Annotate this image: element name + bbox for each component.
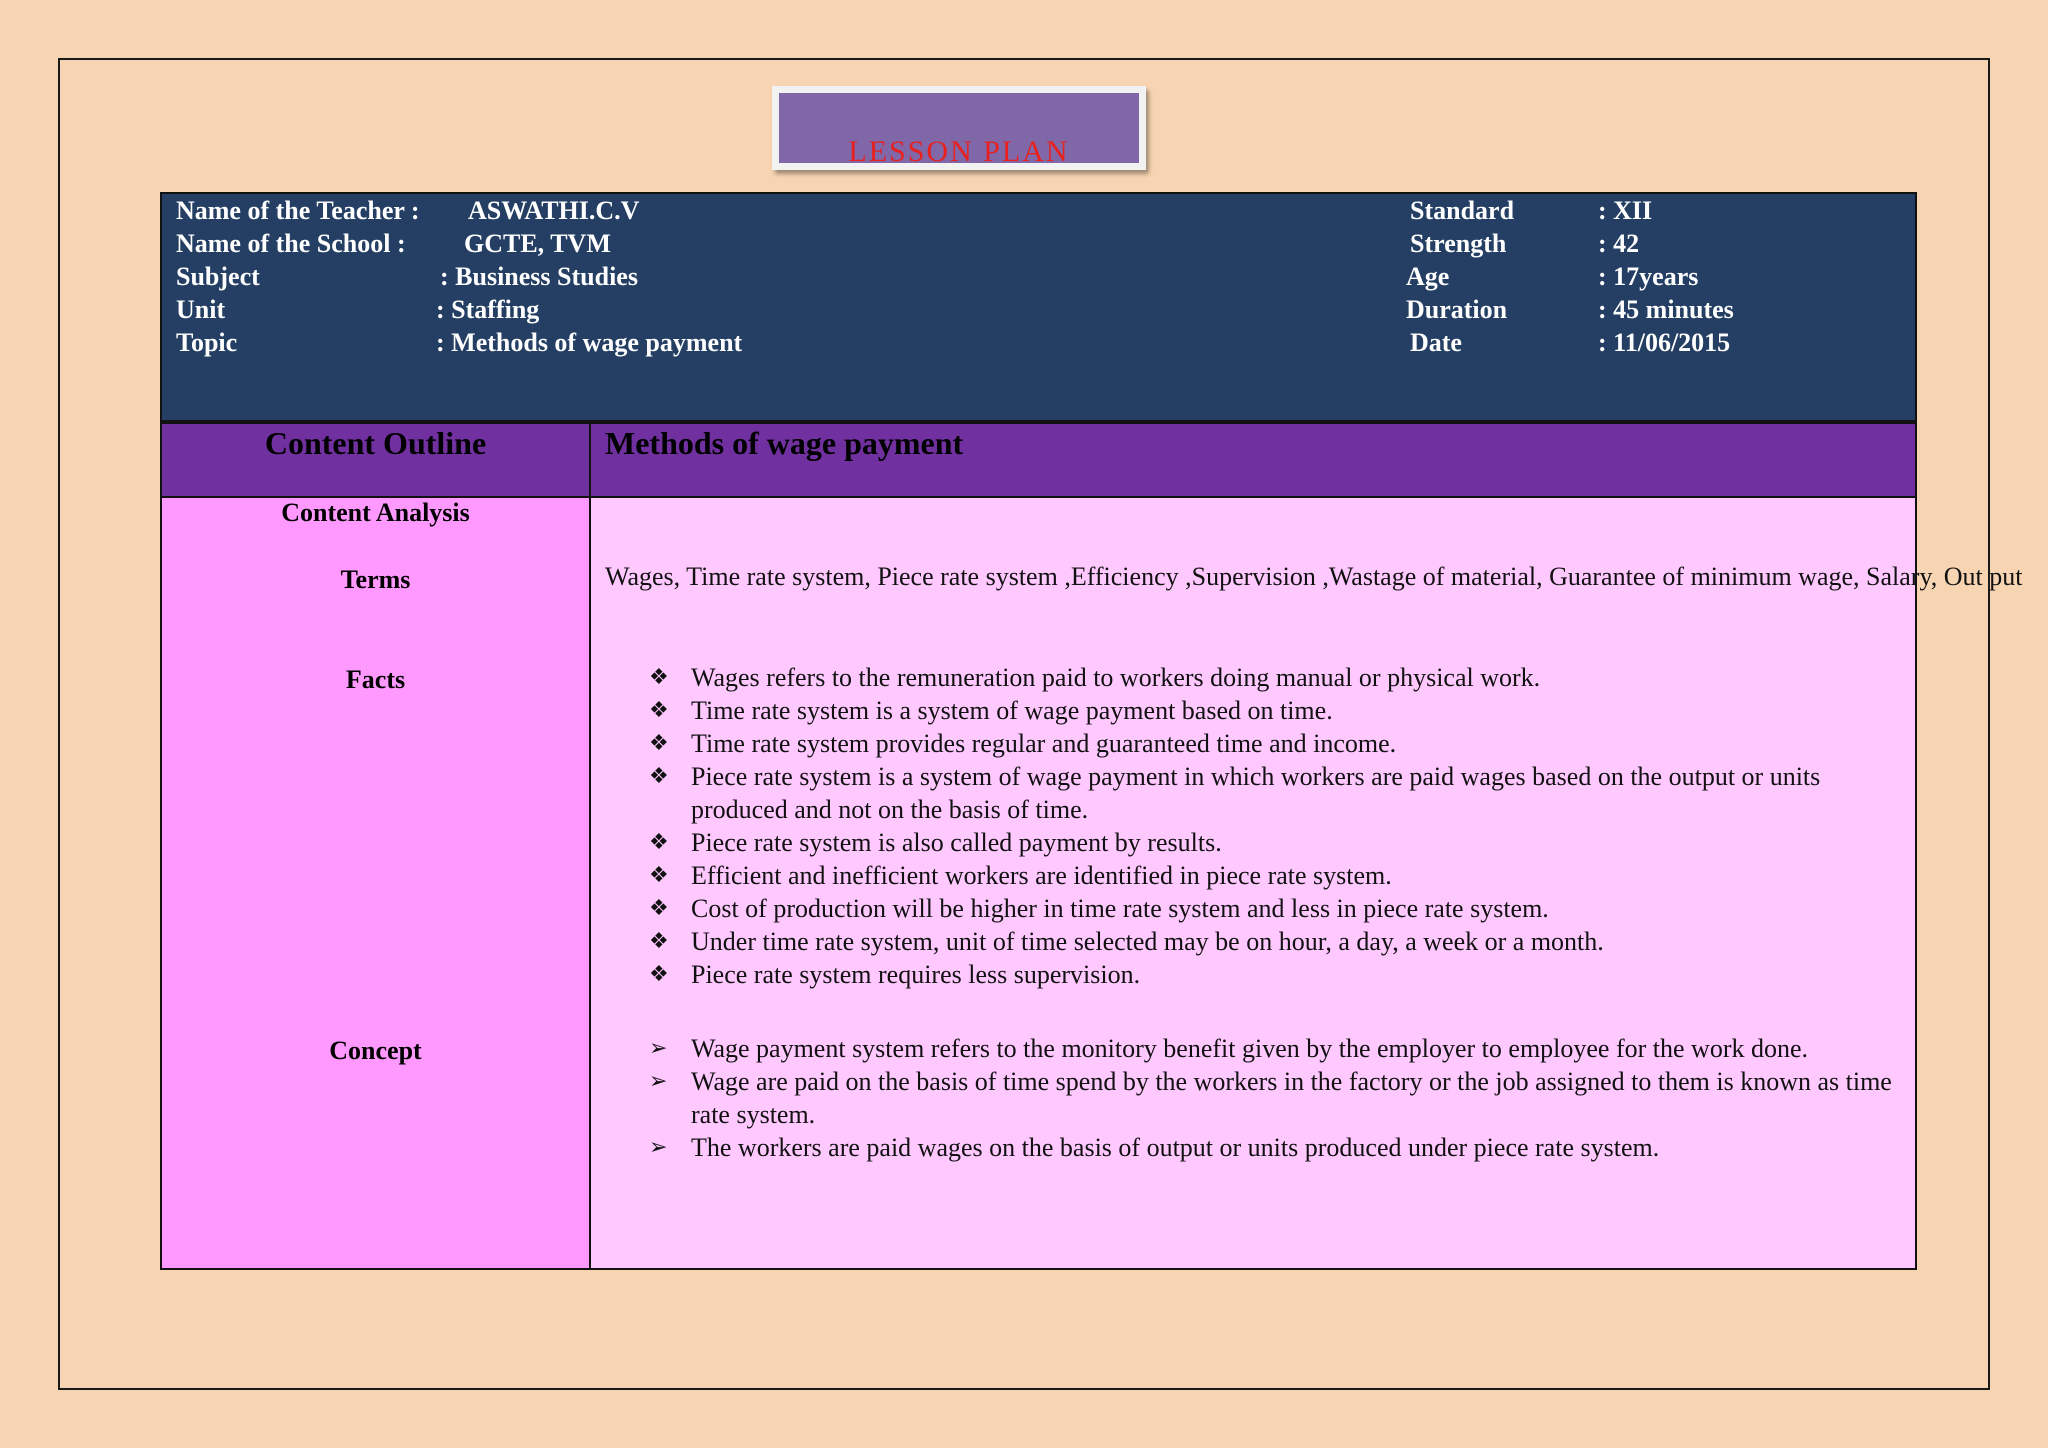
content-table xyxy=(160,422,2023,1270)
age-value: : 17years xyxy=(1598,262,1699,291)
terms-label: Terms xyxy=(340,565,411,594)
fact-item xyxy=(649,661,1909,694)
label-column xyxy=(162,498,591,1268)
fact-item xyxy=(649,958,1909,991)
concepts-list xyxy=(649,1032,1909,1164)
fact-item xyxy=(649,826,1909,859)
lesson-info-block xyxy=(160,192,1917,422)
subject-value: : Business Studies xyxy=(440,262,638,291)
diamond-bullet-icon: ❖ xyxy=(649,764,669,789)
diamond-bullet-icon: ❖ xyxy=(649,830,669,855)
content-outline-header: Content Outline xyxy=(162,422,591,498)
standard-label: Standard xyxy=(1410,196,1515,225)
fact-item-text: Piece rate system is also called payment by results. xyxy=(691,828,1222,857)
fact-item-text: Piece rate system is a system of wage payment in which workers are paid wages based on the output or units produced and not on the basis of time. xyxy=(691,762,1821,824)
age-label: Age xyxy=(1406,262,1450,291)
teacher-label: Name of the Teacher : xyxy=(176,196,420,225)
subject-label: Subject xyxy=(176,262,260,291)
arrow-bullet-icon: ➢ xyxy=(649,1069,668,1094)
fact-item xyxy=(649,760,1909,826)
diamond-bullet-icon: ❖ xyxy=(649,896,669,921)
concept-item xyxy=(649,1065,1909,1131)
concept-item-text: The workers are paid wages on the basis of output or units produced under piece rate system. xyxy=(691,1133,1660,1162)
fact-item-text: Under time rate system, unit of time selected may be on hour, a day, a week or a month. xyxy=(691,927,1604,956)
school-value: GCTE, TVM xyxy=(464,229,611,258)
fact-item-text: Efficient and inefficient workers are identified in piece rate system. xyxy=(691,861,1392,890)
arrow-bullet-icon: ➢ xyxy=(649,1135,668,1160)
content-analysis-label: Content Analysis xyxy=(281,498,470,527)
fact-item-text: Wages refers to the remuneration paid to workers doing manual or physical work. xyxy=(691,663,1541,692)
diamond-bullet-icon: ❖ xyxy=(649,962,669,987)
diamond-bullet-icon: ❖ xyxy=(649,731,669,756)
unit-value: : Staffing xyxy=(436,295,540,324)
school-label: Name of the School : xyxy=(176,229,406,258)
concept-item-text: Wage payment system refers to the monitory benefit given by the employer to employee for the work done. xyxy=(691,1034,1809,1063)
fact-item-text: Cost of production will be higher in time rate system and less in piece rate system. xyxy=(691,894,1549,923)
duration-value: : 45 minutes xyxy=(1598,295,1734,324)
concept-item-text: Wage are paid on the basis of time spend by the workers in the factory or the job assigned to them is known as time rate system. xyxy=(691,1067,1892,1129)
diamond-bullet-icon: ❖ xyxy=(649,863,669,888)
fact-item xyxy=(649,727,1909,760)
diamond-bullet-icon: ❖ xyxy=(649,665,669,690)
date-value: : 11/06/2015 xyxy=(1598,328,1731,357)
concept-item xyxy=(649,1032,1909,1065)
teacher-value: ASWATHI.C.V xyxy=(468,196,640,225)
unit-label: Unit xyxy=(176,295,226,324)
standard-value: : XII xyxy=(1598,196,1653,225)
date-label: Date xyxy=(1410,328,1462,357)
fact-item xyxy=(649,859,1909,892)
strength-value: : 42 xyxy=(1598,229,1640,258)
diamond-bullet-icon: ❖ xyxy=(649,929,669,954)
topic-header: Methods of wage payment xyxy=(591,422,1915,498)
concept-label: Concept xyxy=(329,1036,422,1065)
lesson-plan-title: LESSON PLAN xyxy=(848,135,1070,163)
title-banner xyxy=(779,93,1139,163)
facts-list xyxy=(649,661,1909,991)
lesson-plan-title-box xyxy=(772,86,1146,170)
terms-text: Wages, Time rate system, Piece rate system ,Efficiency ,Supervision ,Wastage of material, Guarantee of minimum wage, Salary, Out put xyxy=(605,562,2023,591)
duration-label: Duration xyxy=(1406,295,1508,324)
fact-item-text: Piece rate system requires less supervision. xyxy=(691,960,1141,989)
fact-item xyxy=(649,694,1909,727)
fact-item xyxy=(649,925,1909,958)
fact-item-text: Time rate system is a system of wage payment based on time. xyxy=(691,696,1333,725)
arrow-bullet-icon: ➢ xyxy=(649,1036,668,1061)
strength-label: Strength xyxy=(1410,229,1507,258)
topic-label: Topic xyxy=(176,328,238,357)
facts-label: Facts xyxy=(345,665,406,694)
fact-item xyxy=(649,892,1909,925)
fact-item-text: Time rate system provides regular and guaranteed time and income. xyxy=(691,729,1397,758)
content-column xyxy=(591,498,2023,1268)
concept-item xyxy=(649,1131,1909,1164)
diamond-bullet-icon: ❖ xyxy=(649,698,669,723)
topic-value: : Methods of wage payment xyxy=(436,328,743,357)
